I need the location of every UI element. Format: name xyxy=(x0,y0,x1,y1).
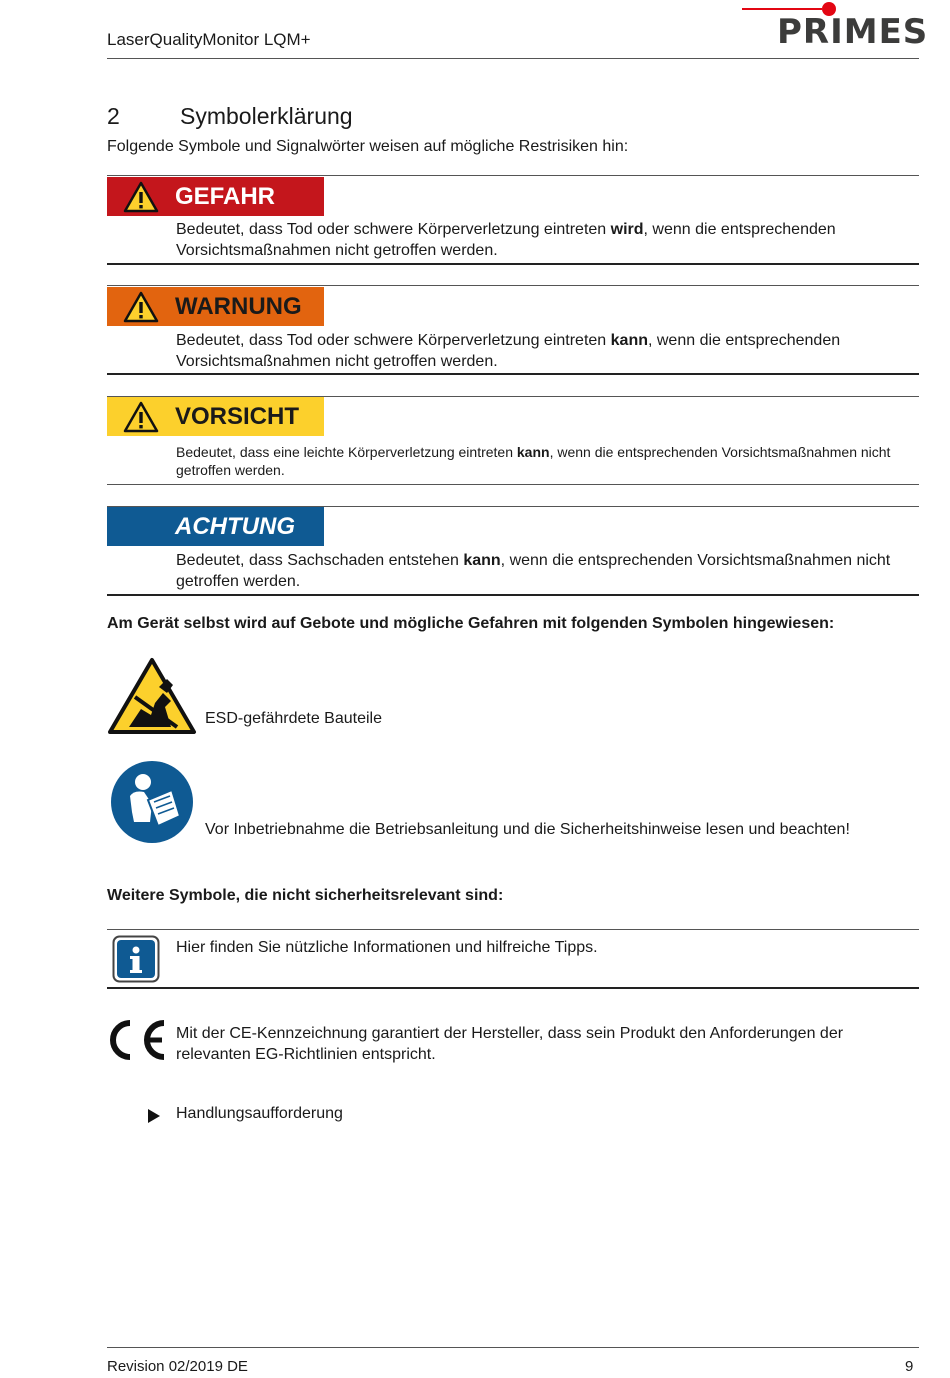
esd-label: ESD-gefährdete Bauteile xyxy=(205,710,382,727)
signal-description: Bedeutet, dass Tod oder schwere Körperverletzung eintreten wird, wenn die entsprechenden Vorsichtsmaßnahmen nicht getroffen werden. xyxy=(176,221,836,259)
signal-description: Bedeutet, dass Sachschaden entstehen kann, wenn die entsprechenden Vorsichtsmaßnahmen nicht getroffen werden. xyxy=(176,552,891,590)
info-icon xyxy=(112,935,160,983)
primes-logo: PRIMES xyxy=(777,12,929,52)
info-divider-top xyxy=(107,929,919,930)
section-number: 2 xyxy=(107,103,120,129)
signal-word-box-gefahr xyxy=(107,177,324,216)
action-label: Handlungsaufforderung xyxy=(176,1105,343,1122)
info-label: Hier finden Sie nützliche Informationen und hilfreiche Tipps. xyxy=(176,939,598,956)
signal-word-label: GEFAHR xyxy=(175,183,276,210)
signal-description: Bedeutet, dass eine leichte Körperverletzung eintreten kann, wenn die entsprechenden Vorsichtsmaßnahmen nicht getroffen werden. xyxy=(176,444,891,478)
warning-triangle-icon xyxy=(123,291,159,323)
revision-label: Revision 02/2019 DE xyxy=(107,1358,248,1375)
header-divider xyxy=(107,58,919,59)
read-manual-icon xyxy=(110,760,194,844)
info-divider-bottom xyxy=(107,987,919,989)
ce-mark-icon xyxy=(106,1019,168,1061)
warning-triangle-icon xyxy=(123,181,159,213)
device-symbols-heading: Am Gerät selbst wird auf Gebote und mögliche Gefahren mit folgenden Symbolen hingewiesen: xyxy=(107,615,835,632)
signal-divider-bottom xyxy=(107,484,919,485)
section-intro: Folgende Symbole und Signalwörter weisen auf mögliche Restrisiken hin: xyxy=(107,138,629,155)
document-title: LaserQualityMonitor LQM+ xyxy=(107,30,311,49)
signal-word-box-vorsicht xyxy=(107,397,324,436)
signal-description: Bedeutet, dass Tod oder schwere Körperverletzung eintreten kann, wenn die entsprechenden Vorsichtsmaßnahmen nicht getroffen werden. xyxy=(176,332,841,370)
signal-word-box-warnung xyxy=(107,287,324,326)
signal-word-label: WARNUNG xyxy=(175,293,302,320)
signal-word-label: VORSICHT xyxy=(175,403,300,430)
footer-divider xyxy=(107,1347,919,1348)
signal-divider-top xyxy=(107,285,919,286)
signal-divider-bottom xyxy=(107,594,919,596)
warning-triangle-icon xyxy=(123,401,159,433)
ce-label: Mit der CE-Kennzeichnung garantiert der Hersteller, dass sein Produkt den Anforderungen der relevanten EG-Richtlinien entspricht. xyxy=(176,1025,844,1063)
signal-word-box-achtung xyxy=(107,507,324,546)
esd-warning-icon xyxy=(107,657,197,735)
signal-divider-bottom xyxy=(107,373,919,375)
other-symbols-heading: Weitere Symbole, die nicht sicherheitsrelevant sind: xyxy=(107,887,504,904)
signal-word-label: ACHTUNG xyxy=(175,513,295,540)
triangle-right-icon xyxy=(147,1108,161,1124)
section-title: Symbolerklärung xyxy=(180,103,353,129)
page-number: 9 xyxy=(905,1358,914,1375)
logo-accent-line xyxy=(742,8,822,10)
signal-divider-top xyxy=(107,175,919,176)
signal-divider-bottom xyxy=(107,263,919,265)
manual-label: Vor Inbetriebnahme die Betriebsanleitung und die Sicherheitshinweise lesen und beachten! xyxy=(205,821,850,838)
